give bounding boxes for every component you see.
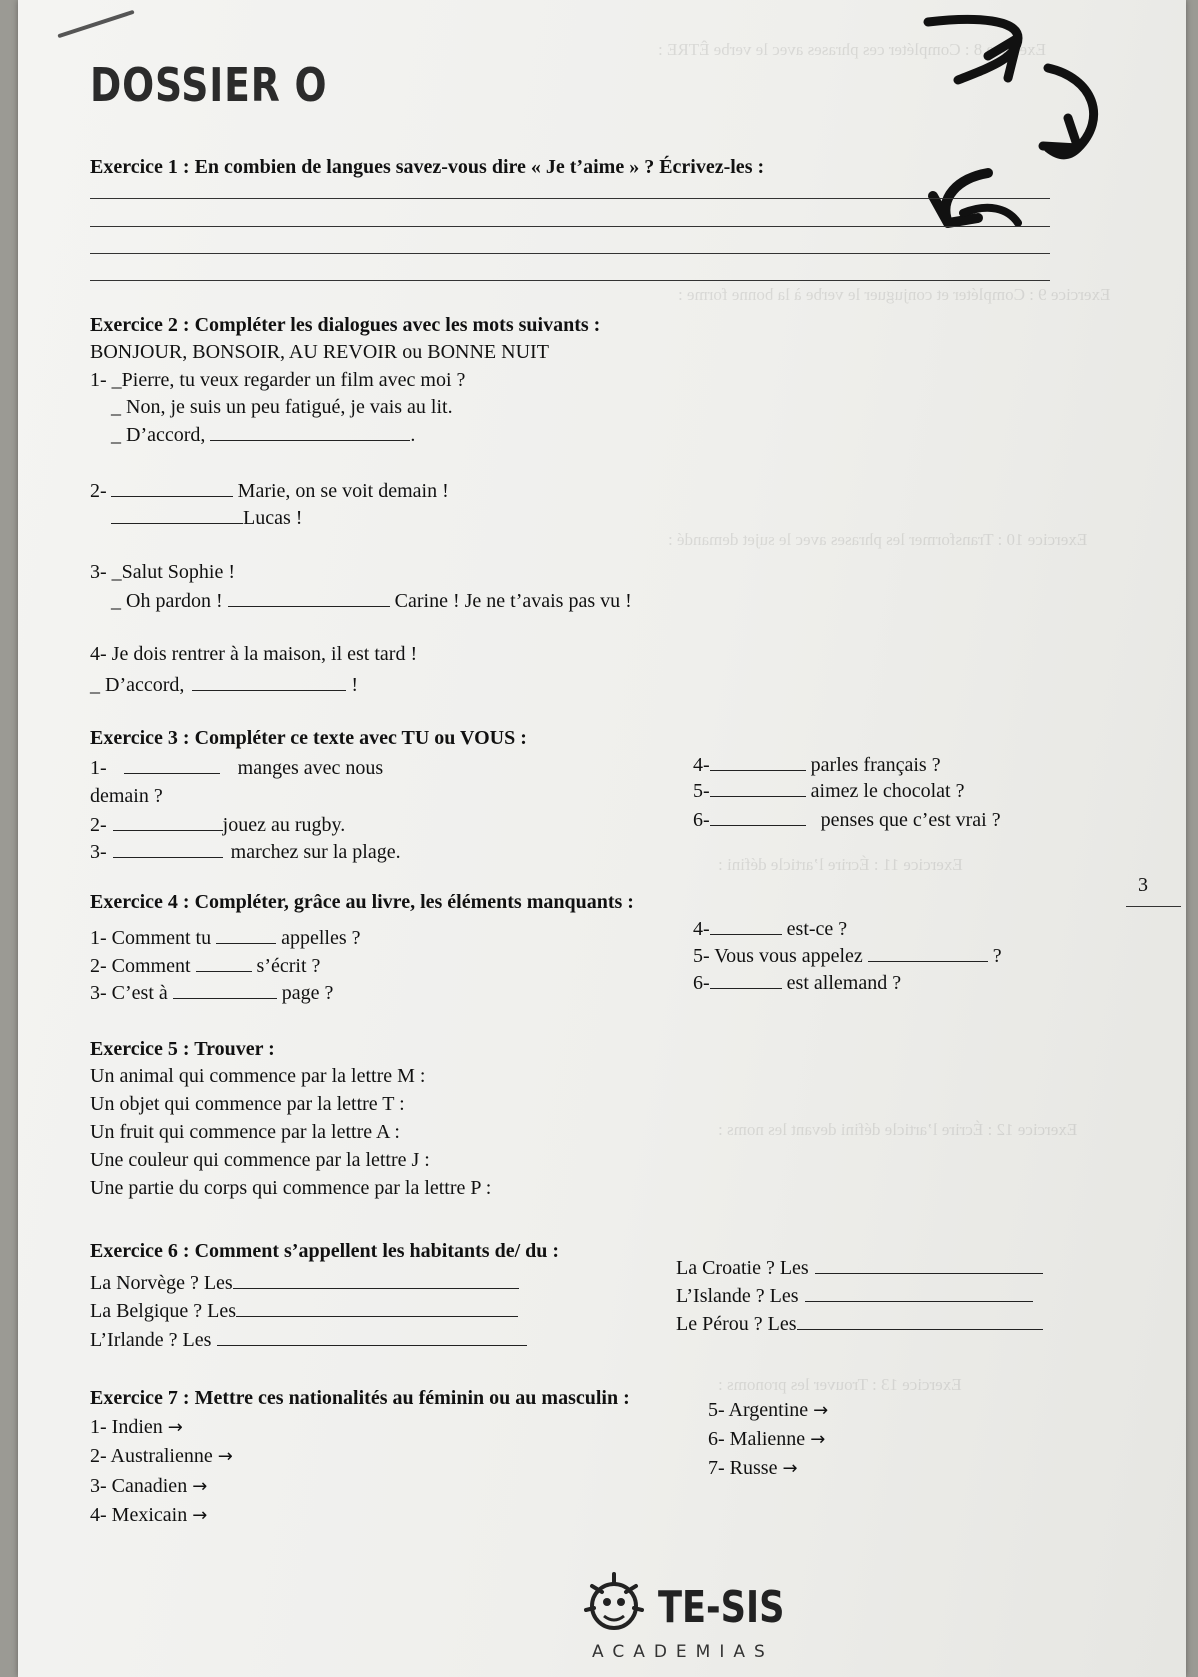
item-text: 3- Canadien [90,1475,188,1497]
prompt-line: Une couleur qui commence par la lettre J : [90,1149,430,1171]
score-mark: 3 [1138,874,1148,896]
fill-item [90,980,333,1005]
answer-blank[interactable] [113,812,223,831]
fill-item [90,812,345,837]
item-text: est allemand ? [786,972,902,994]
fill-item [90,755,383,780]
prompt-line: Une partie du corps qui commence par la lettre P : [90,1177,492,1199]
fill-item [90,1270,519,1295]
item-text: 5- Vous vous appelez [693,945,863,967]
item-text: 6- [693,972,710,994]
dialogue-line [111,505,302,530]
answer-blank[interactable] [124,755,220,774]
item-text: 6- Malienne [708,1428,806,1450]
fill-item [693,916,847,941]
brand-logo-subtext: ACADEMIAS [592,1642,774,1662]
bleed-through-text: Exercice 8 : Compléter ces phrases avec le verbe ÊTRE : [658,40,1046,59]
exercise-1-title: Exercice 1 : En combien de langues savez-vous dire « Je t’aime » ? Écrivez-les : [90,156,765,178]
item-text: penses que c’est vrai ? [820,809,1001,831]
answer-blank[interactable] [868,943,988,962]
dialogue-num: 2- [90,480,107,502]
item-text: 1- Comment tu [90,927,212,949]
bleed-through-text: Exercice 12 : Écrire l’article défini devant les noms : [718,1120,1078,1139]
item-text: aimez le chocolat ? [810,780,965,802]
nationality-item [90,1416,183,1439]
dialogue-line: _ Non, je suis un peu fatigué, je vais au lit. [111,396,453,418]
page-title: DOSSIER O [90,58,328,112]
dialogue-text: ! [351,674,359,696]
brand-logo-text: TE-SIS [658,1582,785,1633]
bleed-through-text: Exercice 13 : Trouver les pronoms : [718,1375,962,1394]
fill-item [676,1311,1043,1336]
pencil-mark [57,10,134,39]
dialogue-line [111,422,415,447]
dialogue-line: 4- Je dois rentrer à la maison, il est tard ! [90,643,418,665]
item-text: 4- Mexicain [90,1504,188,1526]
item-text: 7- Russe [708,1457,778,1479]
answer-blank[interactable] [710,970,782,989]
score-line [1126,906,1181,907]
answer-blank[interactable] [216,925,276,944]
dialogue-text: _ D’accord, [90,674,185,696]
item-num: 6- [693,809,710,831]
nationality-item [90,1475,207,1498]
fill-item [693,807,1001,832]
item-text: Le Pérou ? Les [676,1313,797,1335]
nationality-item [90,1445,233,1468]
bleed-through-text: Exercice 11 : Écrire l’article défini : [718,855,963,874]
fill-item [693,943,1002,968]
item-text: marchez sur la plage. [230,841,401,863]
item-text: jouez au rugby. [222,814,346,836]
arrow-right-icon: → [217,1446,233,1467]
answer-line[interactable] [90,280,1050,281]
item-text: 2- Australienne [90,1445,213,1467]
answer-blank[interactable] [233,1270,519,1289]
answer-blank[interactable] [228,588,390,607]
item-text: appelles ? [281,927,361,949]
fill-item [90,953,320,978]
item-text: s’écrit ? [256,955,321,977]
item-text: manges avec nous [237,757,384,779]
prompt-line: Un fruit qui commence par la lettre A : [90,1121,400,1143]
dialogue-text: _ D’accord, [111,424,206,446]
nationality-item [708,1457,798,1480]
item-text: 4- [693,918,710,940]
exercise-6-title: Exercice 6 : Comment s’appellent les habitants de/ du : [90,1240,560,1262]
fill-item [693,752,941,777]
dialogue-text: . [410,424,416,446]
arrow-right-icon: → [810,1429,826,1450]
dialogue-line [90,672,358,697]
answer-blank[interactable] [173,980,277,999]
item-text: ? [992,945,1002,967]
answer-blank[interactable] [797,1311,1043,1330]
worksheet-page [18,0,1186,1677]
fill-item [90,1298,518,1323]
nationality-item [708,1428,825,1451]
fill-item [693,970,901,995]
fill-item [90,839,401,864]
dialogue-text: Lucas ! [243,507,303,529]
answer-blank[interactable] [236,1298,518,1317]
mascot-logo-icon [574,1566,654,1646]
answer-line[interactable] [90,253,1050,254]
item-text: 2- Comment [90,955,191,977]
answer-blank[interactable] [111,505,243,524]
item-text: page ? [281,982,334,1004]
dialogue-text: Marie, on se voit demain ! [237,480,449,502]
item-text: parles français ? [810,754,941,776]
answer-blank[interactable] [710,916,782,935]
item-text: L’Irlande ? Les [90,1329,212,1351]
fill-item [693,778,964,803]
exercise-7-title: Exercice 7 : Mettre ces nationalités au féminin ou au masculin : [90,1387,630,1409]
fill-item-cont: demain ? [90,785,163,807]
arrow-right-icon: → [192,1505,208,1526]
answer-blank[interactable] [210,422,410,441]
item-num: 2- [90,814,107,836]
answer-line[interactable] [90,226,1050,227]
item-num: 5- [693,780,710,802]
fill-item [676,1283,1033,1308]
exercise-3-title: Exercice 3 : Compléter ce texte avec TU ou VOUS : [90,727,527,749]
item-text: est-ce ? [786,918,848,940]
nationality-item [708,1399,828,1422]
item-text: La Belgique ? Les [90,1300,237,1322]
dialogue-line [90,478,449,503]
prompt-line: Un objet qui commence par la lettre T : [90,1093,405,1115]
arrow-right-icon: → [813,1400,829,1421]
item-text: 3- C’est à [90,982,168,1004]
arrow-right-icon: → [192,1476,208,1497]
item-text: 1- Indien [90,1416,163,1438]
answer-blank[interactable] [192,672,346,691]
answer-blank[interactable] [196,953,252,972]
dialogue-line: 1- _Pierre, tu veux regarder un film avec moi ? [90,369,466,391]
bleed-through-text: Exercice 10 : Transformer les phrases avec le sujet demandé : [668,530,1088,549]
answer-blank[interactable] [710,807,806,826]
item-num: 1- [90,757,107,779]
exercise-5-title: Exercice 5 : Trouver : [90,1038,275,1060]
answer-line[interactable] [90,198,1050,199]
answer-blank[interactable] [710,778,806,797]
answer-blank[interactable] [217,1327,527,1346]
fill-item [676,1255,1043,1280]
fill-item [90,1327,527,1352]
word-list: BONJOUR, BONSOIR, AU REVOIR ou BONNE NUIT [90,341,549,363]
answer-blank[interactable] [815,1255,1043,1274]
arrow-right-icon: → [782,1458,798,1479]
exercise-2-title: Exercice 2 : Compléter les dialogues avec les mots suivants : [90,314,601,336]
dialogue-text: Carine ! Je ne t’avais pas vu ! [394,590,632,612]
decorative-arrows-icon [918,8,1128,248]
exercise-4-title: Exercice 4 : Compléter, grâce au livre, les éléments manquants : [90,891,634,913]
item-num: 4- [693,754,710,776]
item-text: L’Islande ? Les [676,1285,799,1307]
item-num: 3- [90,841,107,863]
item-text: La Croatie ? Les [676,1257,809,1279]
dialogue-line: 3- _Salut Sophie ! [90,561,235,583]
dialogue-line [111,588,632,613]
answer-blank[interactable] [111,478,233,497]
answer-blank[interactable] [113,839,223,858]
arrow-right-icon: → [167,1417,183,1438]
dialogue-text: _ Oh pardon ! [111,590,223,612]
nationality-item [90,1504,207,1527]
answer-blank[interactable] [805,1283,1033,1302]
item-text: La Norvège ? Les [90,1272,233,1294]
item-text: 5- Argentine [708,1399,809,1421]
bleed-through-text: Exercice 9 : Compléter et conjuguer le verbe à la bonne forme : [678,285,1111,304]
prompt-line: Un animal qui commence par la lettre M : [90,1065,426,1087]
fill-item [90,925,361,950]
answer-blank[interactable] [710,752,806,771]
